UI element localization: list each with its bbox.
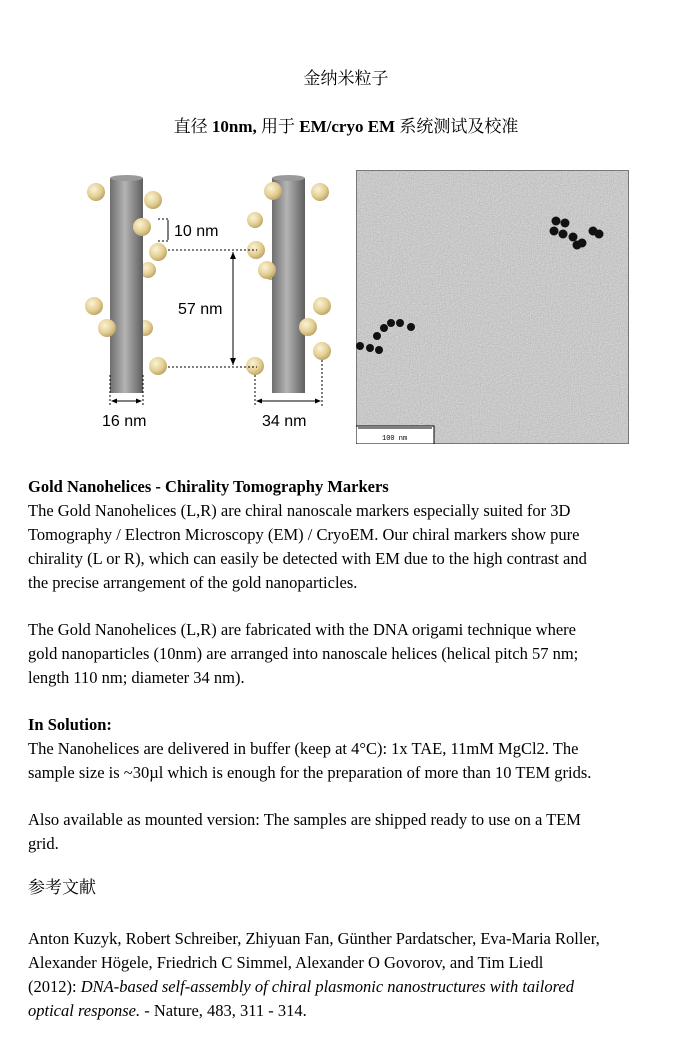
text-line: sample size is ~30µl which is enough for the preparation of more than 10 TEM grids. — [28, 763, 592, 782]
nanohelix-diagram — [82, 170, 344, 445]
section-mounted — [28, 808, 673, 856]
particle — [87, 183, 105, 201]
particle — [313, 297, 331, 315]
reference-line — [28, 975, 678, 999]
gold-particle — [375, 346, 383, 354]
rod-right-top — [272, 175, 305, 181]
particle — [149, 357, 167, 375]
text-line: Also available as mounted version: The samples are shipped ready to use on a TEM — [28, 810, 581, 829]
rod-left — [110, 178, 143, 393]
text-line: The Nanohelices are delivered in buffer (keep at 4°C): 1x TAE, 11mM MgCl2. The — [28, 739, 579, 758]
text-line: grid. — [28, 834, 59, 853]
text-line: length 110 nm; diameter 34 nm). — [28, 668, 245, 687]
particle — [299, 318, 317, 336]
gold-particle — [561, 219, 570, 228]
scale-bar-label: 100 nm — [382, 435, 408, 443]
text-line: The Gold Nanohelices (L,R) are fabricated with the DNA origami technique where — [28, 620, 576, 639]
gold-particle — [552, 217, 561, 226]
subtitle-pre: 直径 — [173, 117, 212, 136]
tem-micrograph — [356, 170, 629, 444]
gold-particle — [595, 230, 604, 239]
subtitle-em: EM/cryo EM — [299, 117, 396, 136]
spacing-label: 10 nm — [174, 223, 219, 240]
gold-particle — [573, 241, 582, 250]
reference-year: (2012): — [28, 977, 81, 996]
reference-journal: - Nature, 483, 311 - 314. — [140, 1001, 307, 1020]
particle — [85, 297, 103, 315]
section-fabrication — [28, 618, 673, 690]
section-heading: Gold Nanohelices - Chirality Tomography Markers — [28, 477, 389, 496]
text-line: The Gold Nanohelices (L,R) are chiral nanoscale markers especially suited for 3D — [28, 501, 571, 520]
rod-left-top — [110, 175, 143, 181]
reference-line: Anton Kuzyk, Robert Schreiber, Zhiyuan Fan, Günther Pardatscher, Eva-Maria Roller, — [28, 929, 600, 948]
reference-title: DNA-based self-assembly of chiral plasmonic nanostructures with tailored — [80, 977, 574, 996]
particle — [149, 243, 167, 261]
reference-line — [28, 999, 678, 1023]
references-heading: 参考文献 — [28, 878, 96, 897]
reference-line: Alexander Högele, Friedrich C Simmel, Alexander O Govorov, and Tim Liedl — [28, 953, 544, 972]
gold-particle — [356, 342, 364, 350]
scale-bar — [356, 426, 434, 444]
subtitle-post: 系统测试及校准 — [395, 117, 519, 136]
gold-particle — [569, 233, 578, 242]
particle — [246, 357, 264, 375]
particle — [144, 191, 162, 209]
text-line: Tomography / Electron Microscopy (EM) / CryoEM. Our chiral markers show pure — [28, 525, 580, 544]
section-overview — [28, 475, 673, 595]
gold-particle — [366, 344, 374, 352]
particle — [311, 183, 329, 201]
reference-entry — [28, 927, 678, 1023]
rod-right — [272, 178, 305, 393]
text-line: chirality (L or R), which can easily be detected with EM due to the high contrast and — [28, 549, 587, 568]
particle — [313, 342, 331, 360]
particle — [133, 218, 151, 236]
pitch-label: 57 nm — [178, 301, 223, 318]
section-heading: In Solution: — [28, 715, 112, 734]
gold-particle — [550, 227, 559, 236]
helix-diameter-label: 34 nm — [262, 413, 307, 430]
rod-width-label: 16 nm — [102, 413, 147, 430]
particle — [98, 319, 116, 337]
page-subtitle — [0, 116, 692, 138]
micrograph-grain — [356, 170, 629, 444]
particle — [258, 261, 276, 279]
gold-particle — [559, 230, 568, 239]
gold-particle — [396, 319, 404, 327]
text-line: gold nanoparticles (10nm) are arranged into nanoscale helices (helical pitch 57 nm; — [28, 644, 579, 663]
particle — [264, 182, 282, 200]
reference-title-end: optical response. — [28, 1001, 141, 1020]
gold-particle — [373, 332, 381, 340]
subtitle-mid: 用于 — [256, 117, 300, 136]
subtitle-size: 10nm, — [211, 117, 257, 136]
gold-particle — [387, 319, 395, 327]
text-line: the precise arrangement of the gold nanoparticles. — [28, 573, 358, 592]
section-in-solution — [28, 713, 673, 785]
gold-particle — [407, 323, 415, 331]
gold-particle — [380, 324, 388, 332]
particle — [247, 212, 263, 228]
page-title: 金纳米粒子 — [303, 69, 389, 88]
